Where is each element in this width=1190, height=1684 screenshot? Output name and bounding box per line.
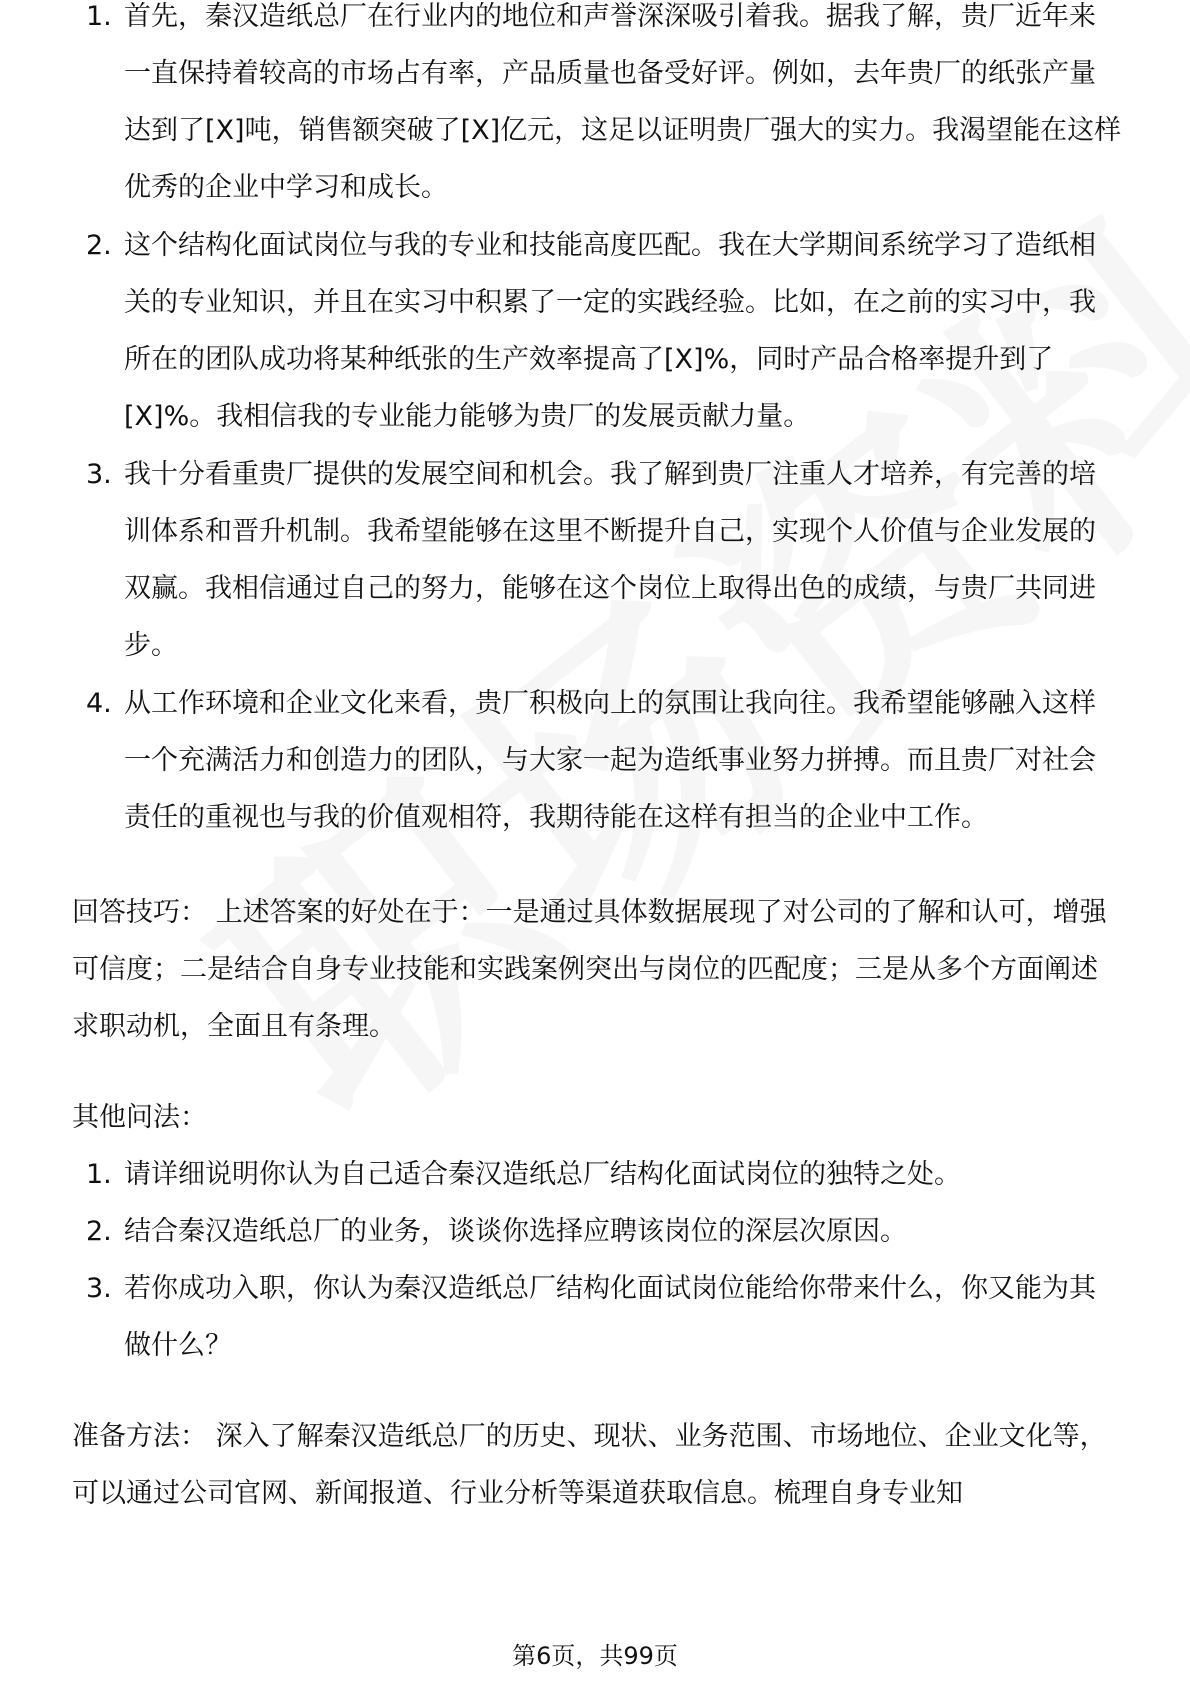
list-item-number: 1. [86,1,112,32]
list-item-text: 结合秦汉造纸总厂的业务，谈谈你选择应聘该岗位的深层次原因。 [124,1216,907,1247]
answer-list [72,0,1122,846]
list-item-number: 4. [86,688,112,719]
answer-tip-paragraph: 回答技巧： 上述答案的好处在于：一是通过具体数据展现了对公司的了解和认可，增强可信度；二是结合自身专业技能和实践案例突出与岗位的匹配度；三是从多个方面阐述求职动机，全面且有条理。 [72,897,1107,1042]
preparation-method-paragraph: 准备方法： 深入了解秦汉造纸总厂的历史、现状、业务范围、市场地位、企业文化等，可以通过公司官网、新闻报道、行业分析等渠道获取信息。梳理自身专业知 [72,1421,1107,1509]
list-item-text: 从工作环境和企业文化来看，贵厂积极向上的氛围让我向往。我希望能够融入这样一个充满活力和创造力的团队，与大家一起为造纸事业努力拼搏。而且贵厂对社会责任的重视也与我的价值观相符，我期待能在这样有担当的企业中工作。 [124,688,1096,833]
other-questions-list [72,1146,1122,1374]
page-number-footer: 第6页，共99页 [512,1642,678,1670]
list-item-number: 3. [86,1273,112,1304]
list-item-text: 首先，秦汉造纸总厂在行业内的地位和声誉深深吸引着我。据我了解，贵厂近年来一直保持着较高的市场占有率，产品质量也备受好评。例如，去年贵厂的纸张产量达到了[X]吨，销售额突破了[X]亿元，这足以证明贵厂强大的实力。我渴望能在这样优秀的企业中学习和成长。 [124,1,1122,203]
list-item-number: 3. [86,459,112,490]
list-item-text: 我十分看重贵厂提供的发展空间和机会。我了解到贵厂注重人才培养，有完善的培训体系和晋升机制。我希望能够在这里不断提升自己，实现个人价值与企业发展的双赢。我相信通过自己的努力，能够在这个岗位上取得出色的成绩，与贵厂共同进步。 [124,459,1096,661]
list-item-text: 若你成功入职，你认为秦汉造纸总厂结构化面试岗位能给你带来什么，你又能为其做什么？ [124,1273,1096,1361]
list-item [72,1260,1122,1374]
list-item [72,675,1122,846]
list-item-text: 这个结构化面试岗位与我的专业和技能高度匹配。我在大学期间系统学习了造纸相关的专业知识，并且在实习中积累了一定的实践经验。比如，在之前的实习中，我所在的团队成功将某种纸张的生产效率提高了[X]%，同时产品合格率提升到了[X]%。我相信我的专业能力能够为贵厂的发展贡献力量。 [124,230,1096,432]
list-item [72,1146,1122,1203]
list-item-number: 1. [86,1159,112,1190]
list-item [72,1203,1122,1260]
list-item-number: 2. [86,230,112,261]
list-item-text: 请详细说明你认为自己适合秦汉造纸总厂结构化面试岗位的独特之处。 [124,1159,961,1190]
other-questions-heading: 其他问法： [72,1102,207,1133]
list-item [72,217,1122,445]
list-item [72,0,1122,216]
list-item-number: 2. [86,1216,112,1247]
list-item [72,446,1122,674]
page-content [72,1,1122,1522]
